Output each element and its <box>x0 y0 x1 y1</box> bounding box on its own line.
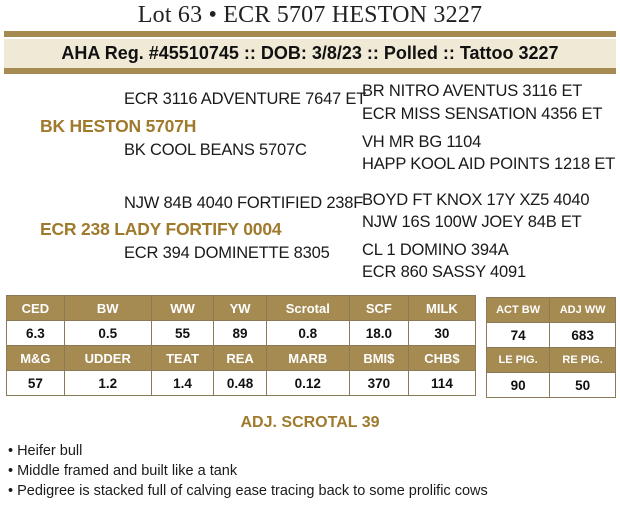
dam-sire-dam: NJW 16S 100W JOEY 84B ET <box>362 213 582 231</box>
epd-value-scrotal: 0.8 <box>266 321 349 346</box>
dam-sire-sire: BOYD FT KNOX 17Y XZ5 4040 <box>362 191 590 209</box>
epd-header-teat: TEAT <box>151 346 214 371</box>
dam-dam: ECR 394 DOMINETTE 8305 <box>124 244 330 262</box>
epd-header-chb: CHB$ <box>408 346 475 371</box>
actual-value-re-pig: 50 <box>550 373 616 398</box>
sire-dam: BK COOL BEANS 5707C <box>124 141 307 159</box>
dam: ECR 238 LADY FORTIFY 0004 <box>40 219 282 239</box>
actuals-table <box>486 297 616 398</box>
epd-header-bw: BW <box>64 296 151 321</box>
lot-title: Lot 63 • ECR 5707 HESTON 3227 <box>137 2 483 28</box>
actual-header-act-bw: ACT BW <box>487 298 550 323</box>
top-gold-rule <box>4 31 616 37</box>
actual-header-re-pig: RE PIG. <box>550 348 616 373</box>
registration-bar: AHA Reg. #45510745 :: DOB: 3/8/23 :: Polled :: Tattoo 3227 <box>4 39 616 68</box>
actual-header-le-pig: LE PIG. <box>487 348 550 373</box>
sire-dam-sire: VH MR BG 1104 <box>362 133 482 151</box>
epd-header-scrotal: Scrotal <box>266 296 349 321</box>
epd-value-scf: 18.0 <box>349 321 408 346</box>
epd-header-ww: WW <box>151 296 214 321</box>
notes-list <box>8 441 488 501</box>
dam-dam-dam: ECR 860 SASSY 4091 <box>362 263 526 281</box>
epd-header-scf: SCF <box>349 296 408 321</box>
epd-header-yw: YW <box>214 296 266 321</box>
dam-dam-sire: CL 1 DOMINO 394A <box>362 241 509 259</box>
epd-header-marb: MARB <box>266 346 349 371</box>
epd-header-udder: UDDER <box>64 346 151 371</box>
sire-dam-dam: HAPP KOOL AID POINTS 1218 ET <box>362 155 616 173</box>
epd-value-marb: 0.12 <box>266 371 349 396</box>
list-item: • Middle framed and built like a tank <box>8 461 488 481</box>
epd-value-bw: 0.5 <box>64 321 151 346</box>
sire-sire-dam: ECR MISS SENSATION 4356 ET <box>362 105 603 123</box>
epd-header-rea: REA <box>214 346 266 371</box>
epd-value-teat: 1.4 <box>151 371 214 396</box>
actual-value-le-pig: 90 <box>487 373 550 398</box>
sire: BK HESTON 5707H <box>40 116 197 136</box>
list-item: • Heifer bull <box>8 441 488 461</box>
actual-value-act-bw: 74 <box>487 323 550 348</box>
adj-scrotal: ADJ. SCROTAL 39 <box>240 414 380 431</box>
sire-sire-sire: BR NITRO AVENTUS 3116 ET <box>362 82 583 100</box>
bottom-gold-rule <box>4 68 616 74</box>
sire-sire: ECR 3116 ADVENTURE 7647 ET <box>124 90 367 108</box>
epd-header-ced: CED <box>7 296 65 321</box>
epd-value-yw: 89 <box>214 321 266 346</box>
actual-value-adj-ww: 683 <box>550 323 616 348</box>
epd-value-ww: 55 <box>151 321 214 346</box>
epd-header-milk: MILK <box>408 296 475 321</box>
epd-value-udder: 1.2 <box>64 371 151 396</box>
epd-value-rea: 0.48 <box>214 371 266 396</box>
epd-value-ced: 6.3 <box>7 321 65 346</box>
epd-header-bmi: BMI$ <box>349 346 408 371</box>
epd-value-mg: 57 <box>7 371 65 396</box>
epd-value-chb: 114 <box>408 371 475 396</box>
epd-table <box>6 295 476 396</box>
actual-header-adj-ww: ADJ WW <box>550 298 616 323</box>
epd-value-milk: 30 <box>408 321 475 346</box>
list-item: • Pedigree is stacked full of calving ease tracing back to some prolific cows <box>8 481 488 501</box>
epd-value-bmi: 370 <box>349 371 408 396</box>
dam-sire: NJW 84B 4040 FORTIFIED 238F <box>124 194 364 212</box>
epd-header-mg: M&G <box>7 346 65 371</box>
